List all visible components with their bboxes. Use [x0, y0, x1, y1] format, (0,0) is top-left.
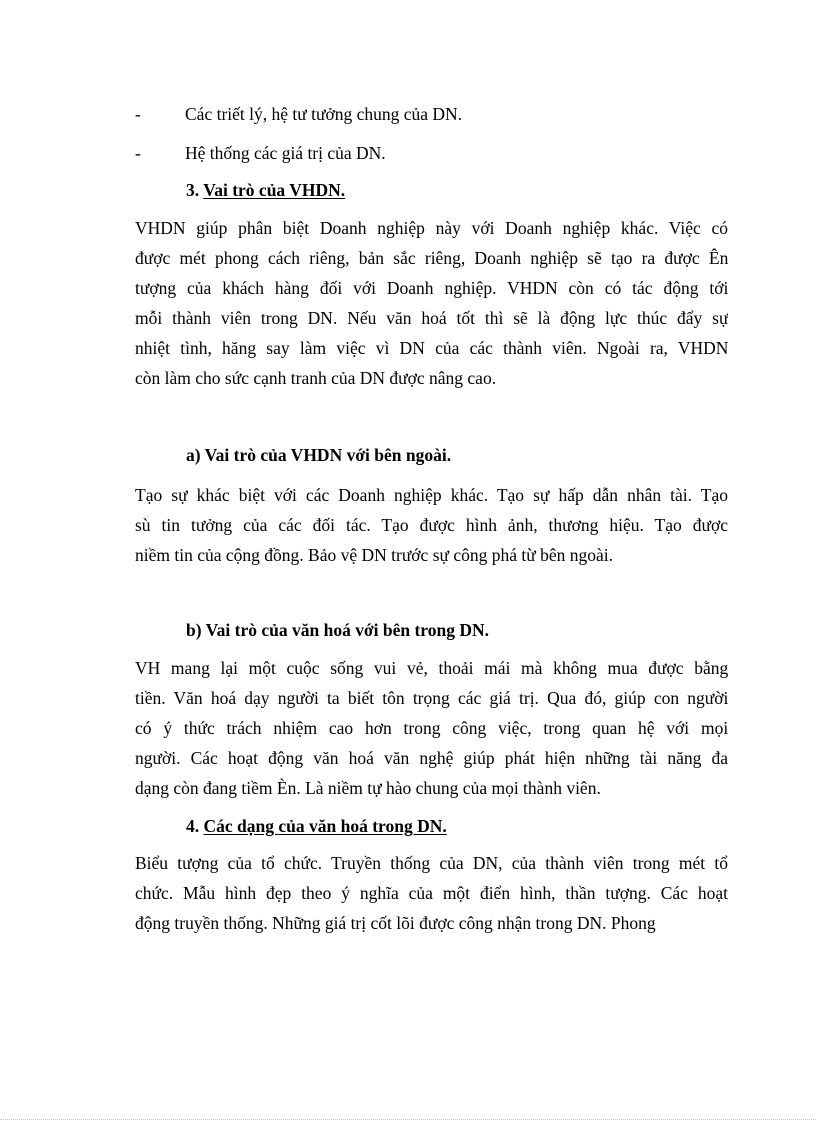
paragraph-line: được mét phong cách riêng, bản sắc riêng, Doanh nghiệp sẽ tạo ra được Ên	[135, 248, 728, 268]
section-4-paragraph	[135, 848, 728, 938]
paragraph-line: mỗi thành viên trong DN. Nếu văn hoá tốt thì sẽ là động lực thúc đẩy sự	[135, 308, 728, 328]
section-3-number: 3.	[186, 180, 200, 200]
paragraph-line: người. Các hoạt động văn hoá văn nghệ giúp phát hiện những tài năng đa	[135, 748, 728, 768]
bullet-dash: -	[135, 143, 141, 163]
subsection-a-heading	[186, 445, 451, 465]
paragraph-line: nhiệt tình, hăng say làm việc vì DN của các thành viên. Ngoài ra, VHDN	[135, 338, 728, 358]
subsection-b-heading	[186, 620, 489, 640]
paragraph-line: chức. Mẫu hình đẹp theo ý nghĩa của một điển hình, thần tượng. Các hoạt	[135, 883, 728, 903]
paragraph-line: dạng còn đang tiềm Èn. Là niềm tự hào chung của mọi thành viên.	[135, 778, 601, 798]
page-bottom-rule	[0, 1119, 816, 1120]
subsection-b-title: b) Vai trò của văn hoá với bên trong DN.	[186, 620, 490, 640]
section-3-paragraph	[135, 213, 728, 393]
paragraph-line: động truyền thống. Những giá trị cốt lõi được công nhận trong DN. Phong	[135, 913, 656, 933]
section-4-heading	[186, 816, 447, 836]
paragraph-line: có ý thức trách nhiệm cao hơn trong công việc, trong quan hệ với mọi	[135, 718, 728, 738]
bullet-text: Các triết lý, hệ tư tưởng chung của DN.	[185, 104, 463, 124]
paragraph-line: Tạo sự khác biệt với các Doanh nghiệp khác. Tạo sự hấp dẫn nhân tài. Tạo	[135, 485, 728, 505]
section-4-number: 4.	[186, 816, 200, 836]
section-4-title: Các dạng của văn hoá trong DN.	[203, 816, 447, 836]
subsection-b-paragraph	[135, 653, 728, 803]
paragraph-line: còn làm cho sức cạnh tranh của DN được nâng cao.	[135, 368, 497, 388]
section-3-heading	[186, 180, 345, 200]
subsection-a-title: a) Vai trò của VHDN với bên ngoài.	[186, 445, 452, 465]
section-3-title: Vai trò của VHDN.	[203, 180, 346, 200]
paragraph-line: tượng của khách hàng đối với Doanh nghiệp. VHDN còn có tác động tới	[135, 278, 728, 298]
paragraph-line: sù tin tưởng của các đối tác. Tạo được hình ảnh, thương hiệu. Tạo được	[135, 515, 728, 535]
bullet-text: Hệ thống các giá trị của DN.	[185, 143, 386, 163]
bullet-dash: -	[135, 104, 141, 124]
paragraph-line: niềm tin của cộng đồng. Bảo vệ DN trước sự công phá từ bên ngoài.	[135, 545, 614, 565]
paragraph-line: VHDN giúp phân biệt Doanh nghiệp này với Doanh nghiệp khác. Việc có	[135, 218, 728, 238]
paragraph-line: VH mang lại một cuộc sống vui vẻ, thoải mái mà không mua được bằng	[135, 658, 728, 678]
subsection-a-paragraph	[135, 480, 728, 570]
paragraph-line: tiền. Văn hoá dạy người ta biết tôn trọng các giá trị. Qua đó, giúp con người	[135, 688, 728, 708]
paragraph-line: Biểu tượng của tổ chức. Truyền thống của DN, của thành viên trong mét tổ	[135, 853, 728, 873]
